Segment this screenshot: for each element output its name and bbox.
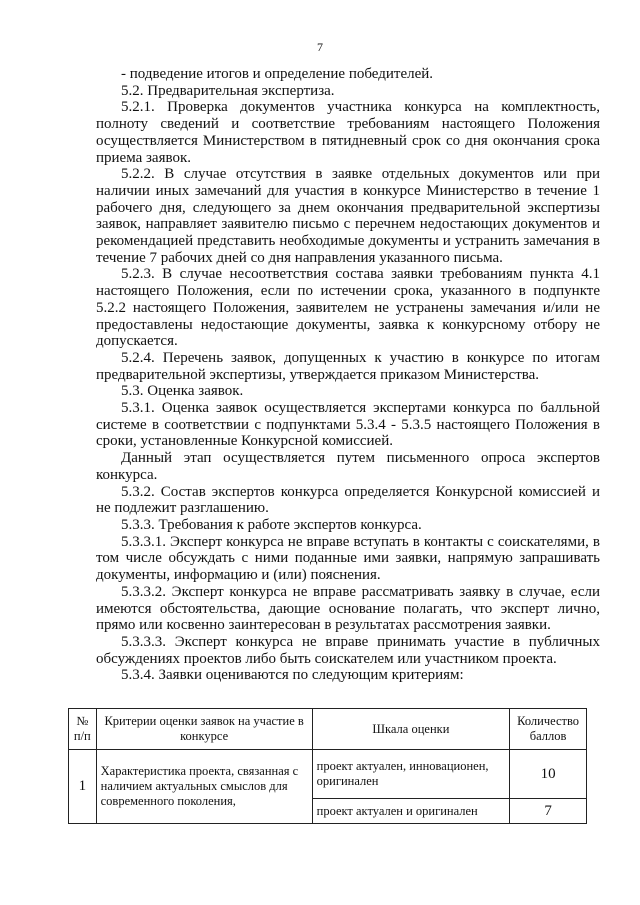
- paragraph: 5.2.4. Перечень заявок, допущенных к участию в конкурсе по итогам предварительной экспертизы, утверждается приказом Министерства.: [96, 349, 600, 383]
- criteria-table: [68, 708, 587, 824]
- paragraph: 5.3.2. Состав экспертов конкурса определяется Конкурсной комиссией и не подлежит разглашению.: [96, 483, 600, 517]
- document-body: [96, 66, 600, 684]
- table-header-row: [69, 709, 587, 750]
- section-heading: 5.3. Оценка заявок.: [121, 383, 244, 400]
- paragraph: 5.3.3. Требования к работе экспертов конкурса.: [121, 516, 422, 533]
- paragraph: 5.3.3.3. Эксперт конкурса не вправе принимать участие в публичных обсуждениях проектов либо быть соискателем или участником проекта.: [96, 633, 600, 667]
- scale-option: проект актуален, инновационен, оригинален: [312, 750, 510, 799]
- page-number: 7: [317, 40, 323, 54]
- table-row: [69, 750, 587, 799]
- row-criteria: Характеристика проекта, связанная с наличием актуальных смыслов для современного поколения,: [96, 750, 312, 824]
- points-value: 10: [510, 750, 587, 799]
- section-heading: 5.2. Предварительная экспертиза.: [121, 82, 335, 99]
- paragraph: 5.2.1. Проверка документов участника конкурса на комплектность, полноту сведений и соответствие требованиям настоящего Положения осуществляется Министерством в пятидневный срок со дня окончания срока приема заявок.: [96, 99, 600, 166]
- paragraph: 5.3.1. Оценка заявок осуществляется экспертами конкурса по балльной системе в соответствии с подпунктами 5.3.4 - 5.3.5 настоящего Положения в сроки, установленные Конкурсной комиссией.: [96, 400, 600, 450]
- header-criteria: Критерии оценки заявок на участие в конкурсе: [96, 709, 312, 750]
- paragraph: - подведение итогов и определение победителей.: [121, 66, 434, 82]
- paragraph: 5.3.3.2. Эксперт конкурса не вправе рассматривать заявку в случае, если имеются обстоятельства, дающие основание полагать, что эксперт лично, прямо или косвенно заинтересован в результатах рассмотрения заявки.: [96, 583, 600, 634]
- header-points: Количество баллов: [510, 709, 587, 750]
- paragraph: 5.2.2. В случае отсутствия в заявке отдельных документов или при наличии иных замечаний для участия в конкурсе Министерство в течение 1 рабочего дня, следующего за днем окончания предварительной экспертизы заявок, направляет заявителю письмо с перечнем недостающих документов и рекомендацией представить необходимые документы и устранить замечания в течение 7 рабочих дней со дня направления указанного письма.: [96, 166, 600, 266]
- paragraph: 5.2.3. В случае несоответствия состава заявки требованиям пункта 4.1 настоящего Положения, если по истечении срока, указанного в подпункте 5.2.2 настоящего Положения, заявителем не устранены замечания и/или не предоставлены недостающие документы, заявка к конкурсному отбору не допускается.: [96, 266, 600, 350]
- scale-option: проект актуален и оригинален: [312, 799, 510, 824]
- paragraph: 5.3.3.1. Эксперт конкурса не вправе вступать в контакты с соискателями, в том числе обсуждать с ними поданные ими заявки, напрямую запрашивать документы, информацию и (или) пояснения.: [96, 533, 600, 584]
- points-value: 7: [510, 799, 587, 824]
- paragraph: 5.3.4. Заявки оцениваются по следующим критериям:: [121, 667, 464, 684]
- header-num: № п/п: [69, 709, 97, 750]
- paragraph: Данный этап осуществляется путем письменного опроса экспертов конкурса.: [96, 450, 600, 483]
- header-scale: Шкала оценки: [312, 709, 510, 750]
- row-num: 1: [69, 750, 97, 824]
